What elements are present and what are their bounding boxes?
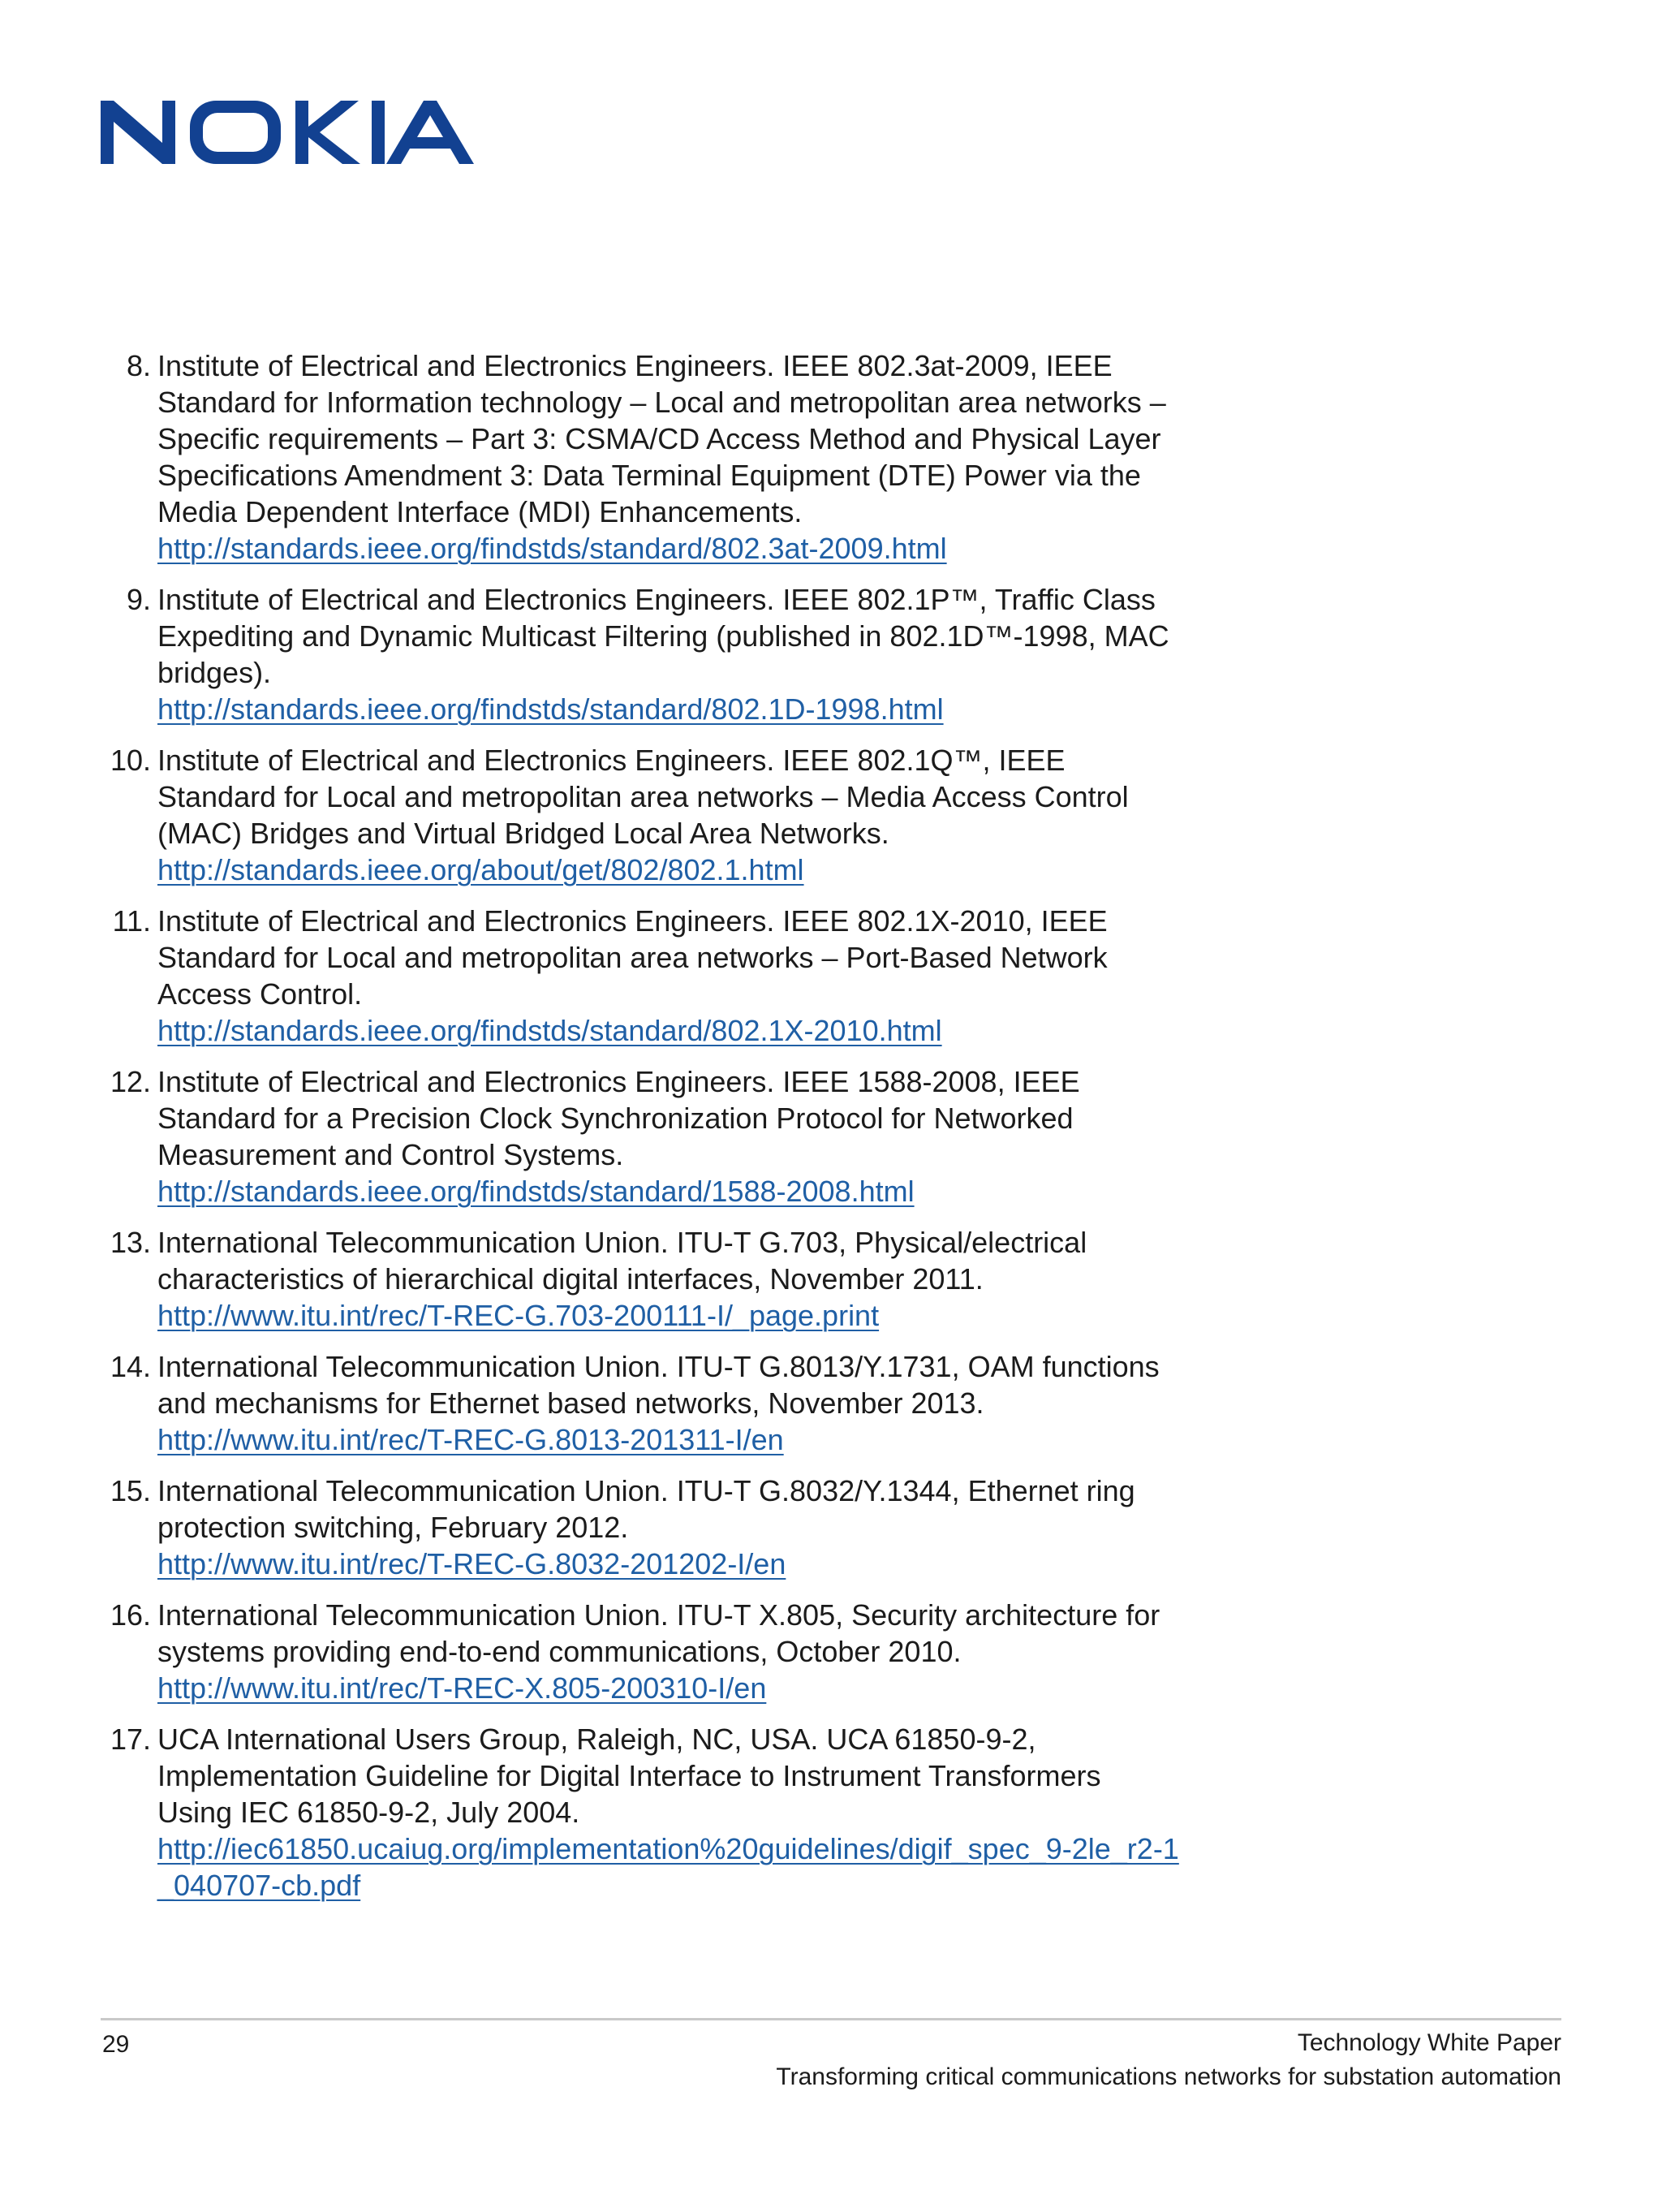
- reference-number: 14.: [110, 1350, 151, 1383]
- reference-number: 11.: [112, 904, 151, 938]
- reference-item-14: [102, 1348, 1182, 1458]
- reference-text: Institute of Electrical and Electronics Engineers. IEEE 802.1P™, Traffic Class Expediting and Dynamic Multicast Filtering (published in 802.1D™-1998, MAC bridges).: [157, 583, 1169, 689]
- reference-number: 16.: [110, 1598, 151, 1632]
- reference-item-12: [102, 1063, 1182, 1209]
- reference-item-11: [102, 903, 1182, 1049]
- reference-link[interactable]: http://standards.ieee.org/findstds/standard/802.1D-1998.html: [157, 692, 944, 726]
- reference-link[interactable]: http://www.itu.int/rec/T-REC-G.703-200111-I/_page.print: [157, 1299, 880, 1332]
- reference-item-10: [102, 742, 1182, 888]
- reference-number: 13.: [110, 1226, 151, 1259]
- reference-link[interactable]: http://iec61850.ucaiug.org/implementation%20guidelines/digif_spec_9-2le_r2-1_040707-cb.pdf: [157, 1832, 1179, 1902]
- reference-item-16: [102, 1597, 1182, 1706]
- reference-item-8: [102, 347, 1182, 567]
- reference-link[interactable]: http://standards.ieee.org/about/get/802/802.1.html: [157, 853, 804, 886]
- reference-item-15: [102, 1473, 1182, 1582]
- reference-number: 12.: [110, 1065, 151, 1098]
- reference-link[interactable]: http://www.itu.int/rec/T-REC-G.8032-201202-I/en: [157, 1547, 786, 1580]
- reference-link[interactable]: http://standards.ieee.org/findstds/standard/802.3at-2009.html: [157, 532, 947, 565]
- reference-item-13: [102, 1224, 1182, 1334]
- reference-item-9: [102, 581, 1182, 727]
- reference-text: Institute of Electrical and Electronics Engineers. IEEE 802.3at-2009, IEEE Standard for Information technology – Local and metropolitan area networks – Specific requirements – Part 3: CSMA/CD Access Method and Physical Layer Specifications Amendment 3: Data Terminal Equipment (DTE) Power via the Media Dependent Interface (MDI) Enhancements.: [157, 349, 1166, 528]
- footer-document-info: [776, 2026, 1561, 2094]
- reference-number: 17.: [110, 1723, 151, 1756]
- reference-text: International Telecommunication Union. ITU-T X.805, Security architecture for systems providing end-to-end communications, October 2010.: [157, 1598, 1160, 1668]
- reference-text: UCA International Users Group, Raleigh, NC, USA. UCA 61850-9-2, Implementation Guideline for Digital Interface to Instrument Transformers Using IEC 61850-9-2, July 2004.: [157, 1723, 1101, 1829]
- reference-text: International Telecommunication Union. ITU-T G.8032/Y.1344, Ethernet ring protection switching, February 2012.: [157, 1474, 1135, 1544]
- nokia-logo: [101, 101, 474, 164]
- reference-link[interactable]: http://www.itu.int/rec/T-REC-X.805-200310-I/en: [157, 1671, 767, 1705]
- reference-number: 8.: [126, 349, 151, 382]
- reference-list: [102, 347, 1182, 1918]
- reference-link[interactable]: http://standards.ieee.org/findstds/standard/1588-2008.html: [157, 1175, 915, 1208]
- reference-number: 9.: [126, 583, 151, 616]
- footer-doc-type: Technology White Paper: [1297, 2029, 1561, 2056]
- reference-item-17: [102, 1721, 1182, 1904]
- reference-text: Institute of Electrical and Electronics Engineers. IEEE 802.1Q™, IEEE Standard for Local and metropolitan area networks – Media Access Control (MAC) Bridges and Virtual Bridged Local Area Networks.: [157, 744, 1129, 850]
- footer-doc-title: Transforming critical communications networks for substation automation: [776, 2063, 1561, 2090]
- nokia-logo-wordmark: [101, 101, 474, 164]
- reference-link[interactable]: http://standards.ieee.org/findstds/standard/802.1X-2010.html: [157, 1014, 942, 1047]
- page-number: 29: [102, 2031, 130, 2058]
- reference-text: International Telecommunication Union. ITU-T G.8013/Y.1731, OAM functions and mechanisms for Ethernet based networks, November 2013.: [157, 1350, 1160, 1420]
- footer-divider: [101, 2018, 1561, 2020]
- reference-text: International Telecommunication Union. ITU-T G.703, Physical/electrical characteristics of hierarchical digital interfaces, November 2011.: [157, 1226, 1087, 1296]
- reference-text: Institute of Electrical and Electronics Engineers. IEEE 802.1X-2010, IEEE Standard for Local and metropolitan area networks – Port-Based Network Access Control.: [157, 904, 1108, 1011]
- reference-number: 15.: [110, 1474, 151, 1507]
- reference-link[interactable]: http://www.itu.int/rec/T-REC-G.8013-201311-I/en: [157, 1423, 784, 1456]
- reference-number: 10.: [110, 744, 151, 777]
- reference-text: Institute of Electrical and Electronics Engineers. IEEE 1588-2008, IEEE Standard for a Precision Clock Synchronization Protocol for Networked Measurement and Control Systems.: [157, 1065, 1080, 1171]
